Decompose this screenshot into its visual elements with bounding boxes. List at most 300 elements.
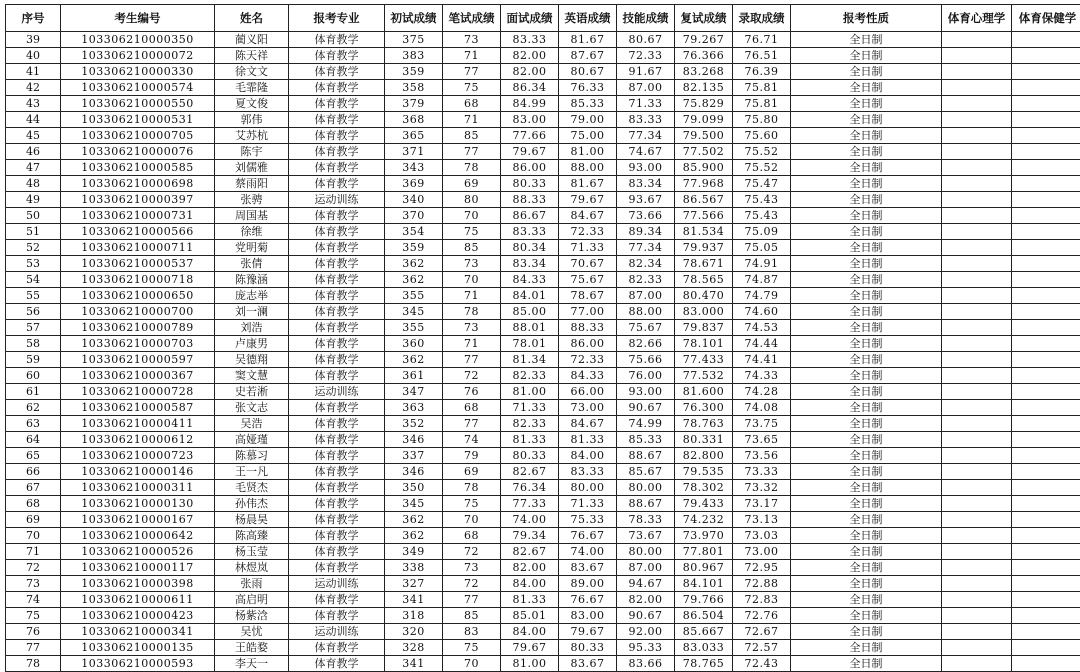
cell-english-score: 79.67 bbox=[559, 192, 617, 208]
cell-sport-psychology bbox=[942, 624, 1012, 640]
cell-retest-score: 82.800 bbox=[675, 448, 733, 464]
cell-written-score: 78 bbox=[443, 304, 501, 320]
cell-seq: 63 bbox=[6, 416, 61, 432]
cell-skill-score: 85.33 bbox=[617, 432, 675, 448]
cell-sport-health bbox=[1012, 544, 1080, 560]
cell-candidate-id: 103306210000612 bbox=[61, 432, 215, 448]
cell-sport-psychology bbox=[942, 496, 1012, 512]
cell-admission-score: 73.75 bbox=[733, 416, 791, 432]
cell-written-score: 72 bbox=[443, 368, 501, 384]
cell-major: 体育教学 bbox=[289, 432, 385, 448]
cell-prelim-score: 341 bbox=[385, 656, 443, 672]
table-row bbox=[6, 80, 1080, 96]
cell-seq: 74 bbox=[6, 592, 61, 608]
cell-interview-score: 82.00 bbox=[501, 560, 559, 576]
cell-interview-score: 77.66 bbox=[501, 128, 559, 144]
cell-retest-score: 78.101 bbox=[675, 336, 733, 352]
cell-sport-psychology bbox=[942, 224, 1012, 240]
cell-seq: 67 bbox=[6, 480, 61, 496]
table-row bbox=[6, 208, 1080, 224]
cell-written-score: 77 bbox=[443, 144, 501, 160]
cell-english-score: 75.33 bbox=[559, 512, 617, 528]
cell-retest-score: 77.532 bbox=[675, 368, 733, 384]
cell-admission-score: 75.81 bbox=[733, 80, 791, 96]
cell-sport-psychology bbox=[942, 144, 1012, 160]
cell-sport-psychology bbox=[942, 304, 1012, 320]
cell-seq: 72 bbox=[6, 560, 61, 576]
cell-candidate-id: 103306210000341 bbox=[61, 624, 215, 640]
cell-written-score: 72 bbox=[443, 544, 501, 560]
cell-prelim-score: 320 bbox=[385, 624, 443, 640]
col-header-major: 报考专业 bbox=[289, 5, 385, 32]
table-row bbox=[6, 176, 1080, 192]
cell-seq: 61 bbox=[6, 384, 61, 400]
cell-prelim-score: 346 bbox=[385, 464, 443, 480]
cell-sport-health bbox=[1012, 112, 1080, 128]
cell-retest-score: 85.900 bbox=[675, 160, 733, 176]
cell-sport-health bbox=[1012, 576, 1080, 592]
cell-sport-health bbox=[1012, 288, 1080, 304]
table-row bbox=[6, 512, 1080, 528]
cell-candidate-id: 103306210000705 bbox=[61, 128, 215, 144]
cell-admission-score: 73.32 bbox=[733, 480, 791, 496]
table-row bbox=[6, 656, 1080, 672]
cell-study-mode: 全日制 bbox=[791, 336, 942, 352]
cell-sport-health bbox=[1012, 224, 1080, 240]
cell-name: 庞志举 bbox=[215, 288, 289, 304]
cell-study-mode: 全日制 bbox=[791, 464, 942, 480]
cell-seq: 57 bbox=[6, 320, 61, 336]
cell-seq: 40 bbox=[6, 48, 61, 64]
cell-major: 体育教学 bbox=[289, 160, 385, 176]
cell-sport-health bbox=[1012, 432, 1080, 448]
cell-sport-health bbox=[1012, 640, 1080, 656]
cell-retest-score: 74.232 bbox=[675, 512, 733, 528]
cell-english-score: 81.67 bbox=[559, 176, 617, 192]
cell-sport-health bbox=[1012, 624, 1080, 640]
cell-study-mode: 全日制 bbox=[791, 608, 942, 624]
cell-retest-score: 78.763 bbox=[675, 416, 733, 432]
cell-sport-health bbox=[1012, 448, 1080, 464]
cell-study-mode: 全日制 bbox=[791, 368, 942, 384]
cell-admission-score: 73.03 bbox=[733, 528, 791, 544]
cell-seq: 70 bbox=[6, 528, 61, 544]
table-row bbox=[6, 192, 1080, 208]
cell-retest-score: 75.829 bbox=[675, 96, 733, 112]
table-row bbox=[6, 448, 1080, 464]
cell-english-score: 76.67 bbox=[559, 592, 617, 608]
cell-english-score: 66.00 bbox=[559, 384, 617, 400]
cell-english-score: 88.33 bbox=[559, 320, 617, 336]
cell-written-score: 72 bbox=[443, 576, 501, 592]
cell-sport-psychology bbox=[942, 80, 1012, 96]
cell-retest-score: 82.135 bbox=[675, 80, 733, 96]
cell-major: 体育教学 bbox=[289, 144, 385, 160]
cell-admission-score: 75.05 bbox=[733, 240, 791, 256]
cell-study-mode: 全日制 bbox=[791, 496, 942, 512]
cell-admission-score: 73.00 bbox=[733, 544, 791, 560]
cell-written-score: 71 bbox=[443, 48, 501, 64]
table-row bbox=[6, 640, 1080, 656]
cell-prelim-score: 340 bbox=[385, 192, 443, 208]
cell-sport-health bbox=[1012, 208, 1080, 224]
cell-written-score: 78 bbox=[443, 160, 501, 176]
cell-candidate-id: 103306210000711 bbox=[61, 240, 215, 256]
cell-retest-score: 77.566 bbox=[675, 208, 733, 224]
cell-seq: 47 bbox=[6, 160, 61, 176]
cell-study-mode: 全日制 bbox=[791, 656, 942, 672]
cell-retest-score: 77.801 bbox=[675, 544, 733, 560]
cell-written-score: 73 bbox=[443, 32, 501, 48]
cell-study-mode: 全日制 bbox=[791, 64, 942, 80]
cell-seq: 66 bbox=[6, 464, 61, 480]
cell-admission-score: 76.51 bbox=[733, 48, 791, 64]
cell-name: 高启明 bbox=[215, 592, 289, 608]
cell-skill-score: 82.66 bbox=[617, 336, 675, 352]
cell-interview-score: 80.33 bbox=[501, 448, 559, 464]
cell-candidate-id: 103306210000117 bbox=[61, 560, 215, 576]
cell-written-score: 73 bbox=[443, 320, 501, 336]
cell-name: 林煜岚 bbox=[215, 560, 289, 576]
cell-seq: 49 bbox=[6, 192, 61, 208]
cell-admission-score: 73.65 bbox=[733, 432, 791, 448]
cell-sport-health bbox=[1012, 160, 1080, 176]
cell-sport-psychology bbox=[942, 32, 1012, 48]
cell-name: 张文志 bbox=[215, 400, 289, 416]
col-header-name: 姓名 bbox=[215, 5, 289, 32]
cell-sport-psychology bbox=[942, 432, 1012, 448]
table-row bbox=[6, 48, 1080, 64]
cell-candidate-id: 103306210000597 bbox=[61, 352, 215, 368]
cell-prelim-score: 360 bbox=[385, 336, 443, 352]
cell-written-score: 73 bbox=[443, 256, 501, 272]
cell-name: 陈天祥 bbox=[215, 48, 289, 64]
cell-skill-score: 90.67 bbox=[617, 400, 675, 416]
cell-prelim-score: 361 bbox=[385, 368, 443, 384]
cell-skill-score: 87.00 bbox=[617, 80, 675, 96]
cell-sport-health bbox=[1012, 128, 1080, 144]
cell-english-score: 87.67 bbox=[559, 48, 617, 64]
cell-seq: 39 bbox=[6, 32, 61, 48]
cell-major: 体育教学 bbox=[289, 112, 385, 128]
col-header-study-mode: 报考性质 bbox=[791, 5, 942, 32]
cell-name: 刘儒雅 bbox=[215, 160, 289, 176]
cell-seq: 41 bbox=[6, 64, 61, 80]
cell-major: 体育教学 bbox=[289, 512, 385, 528]
cell-english-score: 81.00 bbox=[559, 144, 617, 160]
col-header-admission-score: 录取成绩 bbox=[733, 5, 791, 32]
cell-retest-score: 86.504 bbox=[675, 608, 733, 624]
cell-retest-score: 79.766 bbox=[675, 592, 733, 608]
cell-retest-score: 83.000 bbox=[675, 304, 733, 320]
table-row bbox=[6, 112, 1080, 128]
cell-seq: 71 bbox=[6, 544, 61, 560]
cell-retest-score: 80.331 bbox=[675, 432, 733, 448]
cell-skill-score: 82.33 bbox=[617, 272, 675, 288]
cell-retest-score: 78.765 bbox=[675, 656, 733, 672]
cell-name: 李天一 bbox=[215, 656, 289, 672]
cell-interview-score: 88.33 bbox=[501, 192, 559, 208]
cell-major: 体育教学 bbox=[289, 176, 385, 192]
cell-name: 孙伟杰 bbox=[215, 496, 289, 512]
cell-major: 体育教学 bbox=[289, 544, 385, 560]
cell-interview-score: 78.01 bbox=[501, 336, 559, 352]
cell-english-score: 76.67 bbox=[559, 528, 617, 544]
cell-candidate-id: 103306210000398 bbox=[61, 576, 215, 592]
cell-sport-health bbox=[1012, 240, 1080, 256]
cell-sport-psychology bbox=[942, 384, 1012, 400]
cell-retest-score: 81.600 bbox=[675, 384, 733, 400]
cell-interview-score: 77.33 bbox=[501, 496, 559, 512]
cell-skill-score: 94.67 bbox=[617, 576, 675, 592]
cell-retest-score: 79.099 bbox=[675, 112, 733, 128]
cell-retest-score: 79.837 bbox=[675, 320, 733, 336]
cell-written-score: 77 bbox=[443, 592, 501, 608]
cell-sport-psychology bbox=[942, 576, 1012, 592]
cell-sport-health bbox=[1012, 144, 1080, 160]
cell-sport-psychology bbox=[942, 592, 1012, 608]
cell-name: 张骋 bbox=[215, 192, 289, 208]
cell-prelim-score: 343 bbox=[385, 160, 443, 176]
cell-admission-score: 74.87 bbox=[733, 272, 791, 288]
cell-study-mode: 全日制 bbox=[791, 416, 942, 432]
cell-sport-psychology bbox=[942, 640, 1012, 656]
cell-sport-health bbox=[1012, 80, 1080, 96]
cell-retest-score: 79.433 bbox=[675, 496, 733, 512]
cell-english-score: 83.00 bbox=[559, 608, 617, 624]
cell-sport-health bbox=[1012, 528, 1080, 544]
cell-name: 窦文慧 bbox=[215, 368, 289, 384]
cell-written-score: 77 bbox=[443, 416, 501, 432]
cell-sport-health bbox=[1012, 608, 1080, 624]
cell-skill-score: 77.34 bbox=[617, 240, 675, 256]
cell-candidate-id: 103306210000550 bbox=[61, 96, 215, 112]
cell-sport-psychology bbox=[942, 544, 1012, 560]
cell-major: 体育教学 bbox=[289, 288, 385, 304]
cell-admission-score: 75.43 bbox=[733, 192, 791, 208]
cell-seq: 58 bbox=[6, 336, 61, 352]
cell-sport-health bbox=[1012, 304, 1080, 320]
cell-interview-score: 85.01 bbox=[501, 608, 559, 624]
table-row bbox=[6, 560, 1080, 576]
cell-admission-score: 73.33 bbox=[733, 464, 791, 480]
cell-name: 吴德翔 bbox=[215, 352, 289, 368]
cell-candidate-id: 103306210000587 bbox=[61, 400, 215, 416]
cell-admission-score: 74.91 bbox=[733, 256, 791, 272]
cell-retest-score: 77.968 bbox=[675, 176, 733, 192]
cell-candidate-id: 103306210000593 bbox=[61, 656, 215, 672]
cell-study-mode: 全日制 bbox=[791, 512, 942, 528]
cell-interview-score: 85.00 bbox=[501, 304, 559, 320]
cell-sport-health bbox=[1012, 32, 1080, 48]
cell-interview-score: 83.00 bbox=[501, 112, 559, 128]
cell-interview-score: 81.34 bbox=[501, 352, 559, 368]
col-header-english-score: 英语成绩 bbox=[559, 5, 617, 32]
cell-retest-score: 78.565 bbox=[675, 272, 733, 288]
cell-major: 体育教学 bbox=[289, 640, 385, 656]
cell-major: 体育教学 bbox=[289, 528, 385, 544]
cell-study-mode: 全日制 bbox=[791, 208, 942, 224]
cell-english-score: 83.33 bbox=[559, 464, 617, 480]
cell-written-score: 75 bbox=[443, 496, 501, 512]
cell-sport-psychology bbox=[942, 464, 1012, 480]
cell-retest-score: 76.366 bbox=[675, 48, 733, 64]
cell-study-mode: 全日制 bbox=[791, 528, 942, 544]
cell-seq: 69 bbox=[6, 512, 61, 528]
header-row bbox=[6, 5, 1080, 32]
cell-name: 陈宇 bbox=[215, 144, 289, 160]
cell-sport-health bbox=[1012, 416, 1080, 432]
cell-name: 张雨 bbox=[215, 576, 289, 592]
cell-admission-score: 75.52 bbox=[733, 144, 791, 160]
cell-sport-psychology bbox=[942, 272, 1012, 288]
cell-english-score: 78.67 bbox=[559, 288, 617, 304]
cell-name: 刘一澜 bbox=[215, 304, 289, 320]
cell-sport-psychology bbox=[942, 416, 1012, 432]
admission-results-table bbox=[5, 4, 1080, 672]
cell-prelim-score: 362 bbox=[385, 352, 443, 368]
table-row bbox=[6, 304, 1080, 320]
cell-name: 王皓婺 bbox=[215, 640, 289, 656]
cell-major: 体育教学 bbox=[289, 448, 385, 464]
cell-english-score: 81.67 bbox=[559, 32, 617, 48]
cell-skill-score: 93.00 bbox=[617, 160, 675, 176]
cell-study-mode: 全日制 bbox=[791, 80, 942, 96]
cell-written-score: 80 bbox=[443, 192, 501, 208]
cell-skill-score: 83.66 bbox=[617, 656, 675, 672]
cell-interview-score: 84.33 bbox=[501, 272, 559, 288]
cell-retest-score: 77.433 bbox=[675, 352, 733, 368]
cell-english-score: 85.33 bbox=[559, 96, 617, 112]
cell-major: 体育教学 bbox=[289, 80, 385, 96]
cell-name: 陈高臻 bbox=[215, 528, 289, 544]
cell-seq: 56 bbox=[6, 304, 61, 320]
col-header-prelim-score: 初试成绩 bbox=[385, 5, 443, 32]
cell-sport-health bbox=[1012, 272, 1080, 288]
cell-english-score: 76.33 bbox=[559, 80, 617, 96]
cell-major: 体育教学 bbox=[289, 272, 385, 288]
cell-major: 体育教学 bbox=[289, 560, 385, 576]
cell-sport-psychology bbox=[942, 48, 1012, 64]
table-row bbox=[6, 480, 1080, 496]
cell-prelim-score: 362 bbox=[385, 272, 443, 288]
table-row bbox=[6, 528, 1080, 544]
cell-study-mode: 全日制 bbox=[791, 592, 942, 608]
cell-candidate-id: 103306210000135 bbox=[61, 640, 215, 656]
cell-sport-psychology bbox=[942, 400, 1012, 416]
cell-interview-score: 83.33 bbox=[501, 32, 559, 48]
cell-study-mode: 全日制 bbox=[791, 432, 942, 448]
table-row bbox=[6, 608, 1080, 624]
cell-study-mode: 全日制 bbox=[791, 192, 942, 208]
cell-interview-score: 81.33 bbox=[501, 432, 559, 448]
table-row bbox=[6, 576, 1080, 592]
cell-skill-score: 83.34 bbox=[617, 176, 675, 192]
cell-seq: 44 bbox=[6, 112, 61, 128]
cell-sport-health bbox=[1012, 192, 1080, 208]
cell-interview-score: 81.33 bbox=[501, 592, 559, 608]
cell-english-score: 71.33 bbox=[559, 496, 617, 512]
cell-candidate-id: 103306210000731 bbox=[61, 208, 215, 224]
cell-study-mode: 全日制 bbox=[791, 256, 942, 272]
cell-english-score: 81.33 bbox=[559, 432, 617, 448]
cell-admission-score: 72.57 bbox=[733, 640, 791, 656]
cell-sport-health bbox=[1012, 496, 1080, 512]
cell-sport-health bbox=[1012, 320, 1080, 336]
cell-name: 陈慕习 bbox=[215, 448, 289, 464]
cell-candidate-id: 103306210000700 bbox=[61, 304, 215, 320]
cell-admission-score: 74.79 bbox=[733, 288, 791, 304]
cell-prelim-score: 371 bbox=[385, 144, 443, 160]
cell-major: 体育教学 bbox=[289, 368, 385, 384]
cell-major: 体育教学 bbox=[289, 400, 385, 416]
cell-written-score: 69 bbox=[443, 464, 501, 480]
cell-skill-score: 85.67 bbox=[617, 464, 675, 480]
table-row bbox=[6, 64, 1080, 80]
cell-admission-score: 72.83 bbox=[733, 592, 791, 608]
cell-prelim-score: 370 bbox=[385, 208, 443, 224]
cell-candidate-id: 103306210000650 bbox=[61, 288, 215, 304]
table-row bbox=[6, 464, 1080, 480]
col-header-skill-score: 技能成绩 bbox=[617, 5, 675, 32]
cell-prelim-score: 346 bbox=[385, 432, 443, 448]
cell-sport-psychology bbox=[942, 256, 1012, 272]
cell-seq: 76 bbox=[6, 624, 61, 640]
cell-admission-score: 75.52 bbox=[733, 160, 791, 176]
table-row bbox=[6, 624, 1080, 640]
cell-interview-score: 79.34 bbox=[501, 528, 559, 544]
cell-interview-score: 82.00 bbox=[501, 48, 559, 64]
cell-study-mode: 全日制 bbox=[791, 96, 942, 112]
cell-skill-score: 88.67 bbox=[617, 496, 675, 512]
cell-written-score: 71 bbox=[443, 288, 501, 304]
cell-study-mode: 全日制 bbox=[791, 480, 942, 496]
cell-interview-score: 79.67 bbox=[501, 144, 559, 160]
cell-candidate-id: 103306210000611 bbox=[61, 592, 215, 608]
cell-written-score: 78 bbox=[443, 480, 501, 496]
cell-interview-score: 80.33 bbox=[501, 176, 559, 192]
cell-english-score: 79.67 bbox=[559, 624, 617, 640]
cell-study-mode: 全日制 bbox=[791, 320, 942, 336]
cell-written-score: 69 bbox=[443, 176, 501, 192]
cell-english-score: 75.67 bbox=[559, 272, 617, 288]
cell-prelim-score: 338 bbox=[385, 560, 443, 576]
cell-name: 郭伟 bbox=[215, 112, 289, 128]
cell-seq: 59 bbox=[6, 352, 61, 368]
cell-candidate-id: 103306210000718 bbox=[61, 272, 215, 288]
cell-study-mode: 全日制 bbox=[791, 544, 942, 560]
cell-candidate-id: 103306210000423 bbox=[61, 608, 215, 624]
cell-sport-psychology bbox=[942, 96, 1012, 112]
cell-interview-score: 80.34 bbox=[501, 240, 559, 256]
cell-sport-psychology bbox=[942, 208, 1012, 224]
cell-prelim-score: 363 bbox=[385, 400, 443, 416]
cell-skill-score: 92.00 bbox=[617, 624, 675, 640]
cell-study-mode: 全日制 bbox=[791, 144, 942, 160]
cell-candidate-id: 103306210000728 bbox=[61, 384, 215, 400]
cell-candidate-id: 103306210000537 bbox=[61, 256, 215, 272]
cell-name: 艾苏杭 bbox=[215, 128, 289, 144]
table-row bbox=[6, 352, 1080, 368]
cell-written-score: 77 bbox=[443, 64, 501, 80]
col-header-seq: 序号 bbox=[6, 5, 61, 32]
cell-major: 体育教学 bbox=[289, 208, 385, 224]
cell-admission-score: 73.13 bbox=[733, 512, 791, 528]
cell-seq: 60 bbox=[6, 368, 61, 384]
cell-name: 徐文文 bbox=[215, 64, 289, 80]
cell-interview-score: 84.00 bbox=[501, 624, 559, 640]
cell-written-score: 77 bbox=[443, 352, 501, 368]
